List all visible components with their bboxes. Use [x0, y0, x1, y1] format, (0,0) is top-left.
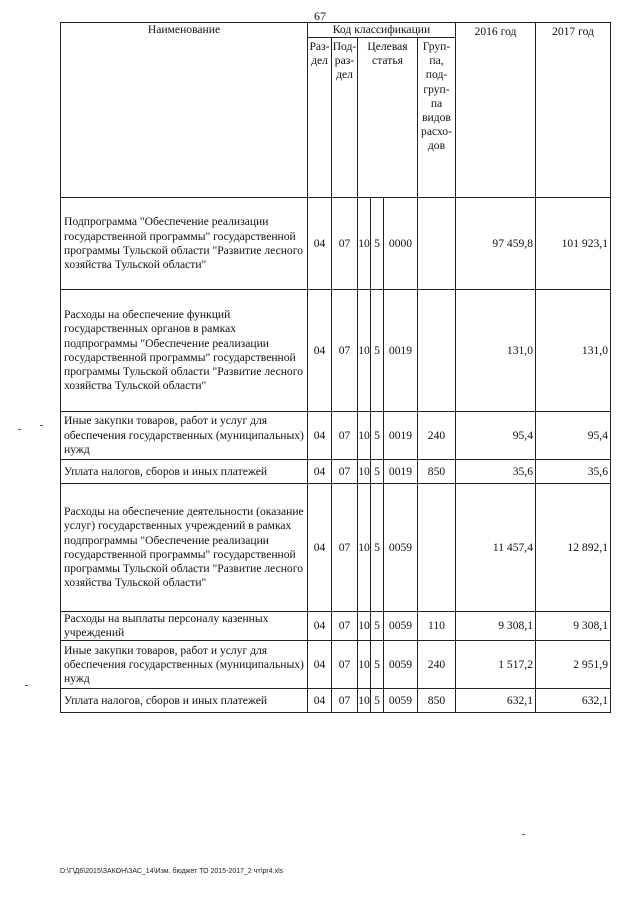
row-target-program: 10: [358, 412, 371, 460]
row-target-subprogram: 5: [371, 198, 384, 290]
row-target-direction: 0059: [384, 641, 418, 689]
row-name: Расходы на обеспечение функций государственных органов в рамках подпрограммы "Обеспечение реализации государственной программы" государственной программы Тульской области "Развитие лесного хозяйства Тульской области": [61, 290, 308, 412]
row-expense-group: 240: [418, 641, 456, 689]
row-subsection: 07: [332, 290, 358, 412]
row-amount-2017: 9 308,1: [536, 612, 611, 641]
row-expense-group: 850: [418, 460, 456, 484]
header-classification: Код классификации: [308, 23, 456, 38]
row-target-subprogram: 5: [371, 641, 384, 689]
table-row: [61, 290, 611, 412]
row-name: Расходы на обеспечение деятельности (оказание услуг) государственных учреждений в рамках подпрограммы "Обеспечение реализации государственной программы" государственной программы Тульской области "Развитие лесного хозяйства Тульской области": [61, 484, 308, 612]
row-amount-2016: 1 517,2: [456, 641, 536, 689]
row-target-program: 10: [358, 460, 371, 484]
table-row: [61, 689, 611, 713]
row-subsection: 07: [332, 612, 358, 641]
row-section: 04: [308, 290, 332, 412]
row-amount-2016: 95,4: [456, 412, 536, 460]
row-target-program: 10: [358, 198, 371, 290]
row-amount-2017: 101 923,1: [536, 198, 611, 290]
row-expense-group: [418, 198, 456, 290]
row-name: Иные закупки товаров, работ и услуг для обеспечения государственных (муниципальных) нужд: [61, 641, 308, 689]
row-name: Уплата налогов, сборов и иных платежей: [61, 689, 308, 713]
row-target-program: 10: [358, 689, 371, 713]
row-target-subprogram: 5: [371, 612, 384, 641]
header-expense-group: Груп- па, под- груп- па видов расхо- дов: [418, 38, 456, 198]
row-amount-2017: 2 951,9: [536, 641, 611, 689]
row-target-direction: 0019: [384, 412, 418, 460]
header-year-2017: 2017 год: [536, 23, 611, 198]
row-section: 04: [308, 612, 332, 641]
row-amount-2017: 632,1: [536, 689, 611, 713]
row-target-direction: 0000: [384, 198, 418, 290]
row-name: Расходы на выплаты персоналу казенных учреждений: [61, 612, 308, 641]
row-expense-group: [418, 484, 456, 612]
row-amount-2016: 35,6: [456, 460, 536, 484]
row-target-program: 10: [358, 484, 371, 612]
row-amount-2016: 9 308,1: [456, 612, 536, 641]
header-year-2016: 2016 год: [456, 23, 536, 198]
header-name: Наименование: [61, 23, 308, 198]
row-expense-group: 850: [418, 689, 456, 713]
table-row: [61, 641, 611, 689]
row-section: 04: [308, 484, 332, 612]
row-target-program: 10: [358, 290, 371, 412]
row-amount-2016: 632,1: [456, 689, 536, 713]
header-subsection: Под- раз- дел: [332, 38, 358, 198]
row-amount-2016: 131,0: [456, 290, 536, 412]
row-name: Иные закупки товаров, работ и услуг для обеспечения государственных (муниципальных) нужд: [61, 412, 308, 460]
row-amount-2017: 95,4: [536, 412, 611, 460]
row-target-subprogram: 5: [371, 290, 384, 412]
row-subsection: 07: [332, 412, 358, 460]
row-target-direction: 0059: [384, 484, 418, 612]
row-amount-2017: 35,6: [536, 460, 611, 484]
row-subsection: 07: [332, 641, 358, 689]
row-expense-group: [418, 290, 456, 412]
row-expense-group: 110: [418, 612, 456, 641]
row-target-subprogram: 5: [371, 412, 384, 460]
row-target-direction: 0059: [384, 612, 418, 641]
row-target-subprogram: 5: [371, 689, 384, 713]
row-amount-2017: 131,0: [536, 290, 611, 412]
table-row: [61, 412, 611, 460]
row-section: 04: [308, 641, 332, 689]
row-section: 04: [308, 689, 332, 713]
row-amount-2016: 11 457,4: [456, 484, 536, 612]
row-target-direction: 0059: [384, 689, 418, 713]
row-subsection: 07: [332, 198, 358, 290]
row-amount-2016: 97 459,8: [456, 198, 536, 290]
row-target-direction: 0019: [384, 460, 418, 484]
row-section: 04: [308, 198, 332, 290]
table-row: [61, 484, 611, 612]
row-subsection: 07: [332, 460, 358, 484]
file-path-footer: D:\Г\Д6\2015\ЗАКОН\ЗАС_14\Изм. бюджет ТО 2015-2017_2 чт\pr4.xls: [60, 868, 284, 875]
row-target-program: 10: [358, 612, 371, 641]
row-name: Уплата налогов, сборов и иных платежей: [61, 460, 308, 484]
row-section: 04: [308, 412, 332, 460]
header-section: Раз- дел: [308, 38, 332, 198]
header-target-article: Целевая статья: [358, 38, 418, 198]
row-target-subprogram: 5: [371, 460, 384, 484]
row-target-program: 10: [358, 641, 371, 689]
row-name: Подпрограмма "Обеспечение реализации государственной программы" государственной программы Тульской области "Развитие лесного хозяйства Тульской области": [61, 198, 308, 290]
table-row: [61, 198, 611, 290]
page-number: 67: [314, 9, 326, 23]
budget-table: [60, 22, 611, 713]
row-target-subprogram: 5: [371, 484, 384, 612]
table-row: [61, 612, 611, 641]
row-amount-2017: 12 892,1: [536, 484, 611, 612]
table-row: [61, 460, 611, 484]
row-target-direction: 0019: [384, 290, 418, 412]
row-subsection: 07: [332, 484, 358, 612]
row-subsection: 07: [332, 689, 358, 713]
row-expense-group: 240: [418, 412, 456, 460]
row-section: 04: [308, 460, 332, 484]
